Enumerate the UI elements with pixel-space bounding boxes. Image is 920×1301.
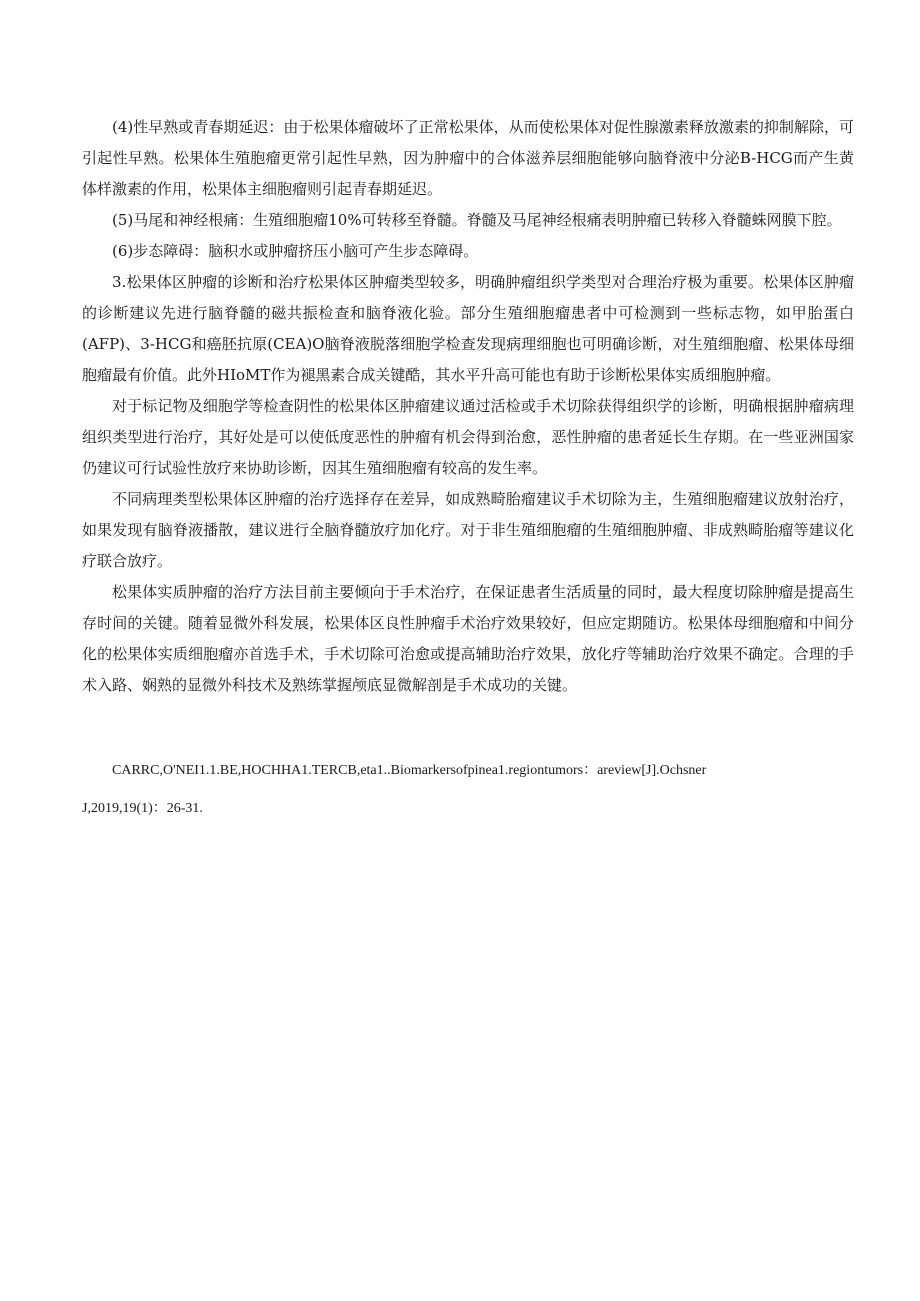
- paragraph-cauda-equina-pain: (5)马尾和神经根痛：生殖细胞瘤10%可转移至脊髓。脊髓及马尾神经根痛表明肿瘤已转移入脊髓蛛网膜下腔。: [112, 211, 842, 229]
- paragraph-biopsy: 对于标记物及细胞学等检查阴性的松果体区肿瘤建议通过活检或手术切除获得组织学的诊断，明确根据肿瘤病理组织类型进行治疗，其好处是可以使低度恶性的肿瘤有机会得到治愈，恶性肿瘤的患者延长生存期。在一些亚洲国家仍建议可行试验性放疗来协助诊断，因其生殖细胞瘤有较高的发生率。: [82, 397, 854, 477]
- paragraph-diagnosis-treatment: 3.松果体区肿瘤的诊断和治疗松果体区肿瘤类型较多，明确肿瘤组织学类型对合理治疗极为重要。松果体区肿瘤的诊断建议先进行脑脊髓的磁共振检查和脑脊液化验。部分生殖细胞瘤患者中可检测到一些标志物，如甲胎蛋白(AFP)、3-HCG和癌胚抗原(CEA)O脑脊液脱落细胞学检查发现病理细胞也可明确诊断，对生殖细胞瘤、松果体母细胞瘤最有价值。此外HIoMT作为褪黑素合成关键酷，其水平升高可能也有助于诊断松果体实质细胞肿瘤。: [82, 273, 854, 384]
- paragraph-parenchymal-tumor-treatment: 松果体实质肿瘤的治疗方法目前主要倾向于手术治疗，在保证患者生活质量的同时，最大程度切除肿瘤是提高生存时间的关键。随着显微外科发展，松果体区良性肿瘤手术治疗效果较好，但应定期随访。松果体母细胞瘤和中间分化的松果体实质细胞瘤亦首选手术，手术切除可治愈或提高辅助治疗效果，放化疗等辅助治疗效果不确定。合理的手术入路、娴熟的显微外科技术及熟练掌握颅底显微解剖是手术成功的关键。: [82, 583, 854, 694]
- paragraph-gait-disorder: (6)步态障碍：脑积水或肿瘤挤压小脑可产生步态障碍。: [112, 242, 479, 260]
- reference-line-1: CARRC,O'NEI1.1.BE,HOCHHA1.TERCB,eta1..Biomarkersofpinea1.regiontumors：areview[J].Ochsner: [112, 763, 707, 778]
- paragraph-pathology-treatment: 不同病理类型松果体区肿瘤的治疗选择存在差异，如成熟畸胎瘤建议手术切除为主，生殖细胞瘤建议放射治疗，如果发现有脑脊液播散，建议进行全脑脊髓放疗加化疗。对于非生殖细胞瘤的生殖细胞肿瘤、非成熟畸胎瘤等建议化疗联合放疗。: [82, 490, 854, 570]
- reference-line-2: J,2019,19(1)：26-31.: [82, 801, 203, 816]
- reference-list: [82, 752, 854, 828]
- body-text: [82, 112, 854, 701]
- paragraph-precocious-puberty: (4)性早熟或青春期延迟：由于松果体瘤破坏了正常松果体，从而使松果体对促性腺激素释放激素的抑制解除，可引起性早熟。松果体生殖胞瘤更常引起性早熟，因为肿瘤中的合体滋养层细胞能够向脑脊液中分泌B-HCG而产生黄体样激素的作用，松果体主细胞瘤则引起青春期延迟。: [82, 118, 854, 198]
